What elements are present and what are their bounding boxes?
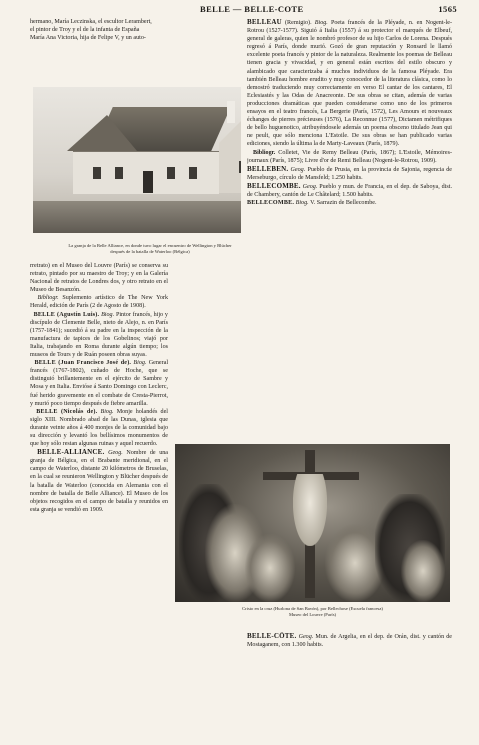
headword: BELLE (Nicolás de). (36, 408, 98, 415)
caption-line: Museo del Louvre (París) (288, 612, 337, 617)
entry-belle-alliance: BELLE-ALLIANCE. Geog. Nombre de una granja de Bélgica, en el Brabante meridional, en el campo de Waterloo, distante 20 kilómetros de Bruselas, en la cual se reunieron Wellington y Blücher después de la batalla de Waterloo (conocida en Alemania con el nombre de batalla de Belle Alliance). El Museo de los objetos recogidos en el campo de batalla y reunidos en esta granja se vendió en 1909. (30, 448, 168, 513)
headword: BELLEBEN. (247, 164, 289, 173)
entry-belle-juan: BELLE (Juan Francisco José de). Biog. General francés (1767-1802), cuñado de Hoche, que se distinguió brillantemente en el ejército de Sambre y Mosa y en Italia. Envióse á Santo Domingo con Leclerc, fué herido gravemente en el combate de Cresta-Pierrot, y murió poco tiempo después de fiebre amarilla. (30, 360, 168, 407)
entry-belleau: BELLEAU (Remigio). Biog. Poeta francés de la Pléyade, n. en Nogent-le-Rotrou (1527-1577). Siguió á Italia (1557) á su protector el marqués de Elbeuf, general de galeras, quien le nombró profesor de su hijo Carlos de Lorena. Después regresó á París, donde murió. Gozó de gran reputación y Ronsard le llamó excelente poeta francés y pintor de la naturaleza. Realmente los poemas de Belleau tienen gracia y vivacidad, y en general están escritos del estilo obscuro y alambicado que caracterizaba á muchos individuos de la famosa Pléyade. Era también Belleau hombre erudito y muy conocedor de la literatura clásica, como lo demostró traduciendo muy correctamente en verso El cantar de los cantares, El Eclesiastés y las Odas de Anacreonte. De sus obras se citan, además de varias producciones dramáticas que pueden considerarse como uno de los primeros ensayos en el teatro francés, La Bergerie (París, 1572), Les Amours et nouveaux échanges de pierres précieuses (1576), La Reconnue (1577), Dictamen métrifiques de bello huguenotico, atribuyéndosele además un poema obsceno titulado Jean qui ne peult, que sólo menciona L'Estoile. De sus obras se han publicado varias ediciones, siendo la última la de Marty-Laveaux (París, 1879). (247, 18, 452, 148)
crucifixion-painting (175, 444, 450, 602)
headword: BELLECOMBE. (247, 181, 301, 190)
entry-belle-cote: BELLE-CÔTE. Geog. Mun. de Argelia, en el dep. de Orán, dist. y cantón de Mostaganem, con 1.300 habits. (247, 632, 452, 649)
headword: BELLE (Agustín Luis). (33, 311, 100, 318)
paragraph: rretrato) en el Museo del Louvre (París) se conserva su retrato, pintado por su maestro de Troy; y en la Galería Nacional de retratos de Londres dos, y otro retrato en el Museo de Besanzón. (30, 263, 168, 294)
right-column (247, 18, 452, 436)
headword: BELLECOMBE. (247, 200, 295, 207)
entry-bellecombe-geog: BELLECOMBE. Geog. Pueblo y mun. de Francia, en el dep. de Saboya, dist. de Chambery, cantón de Le Châtelard; 1.500 habits. (247, 181, 452, 198)
entry-belle-nicolas: BELLE (Nicolás de). Biog. Monje holandés del siglo XIII. Nombrado abad de las Dunas, iglesia que durante veinte años á 400 monjes de la comunidad bajo su dirección y levantó los bellísimos monumentos de que hoy sólo restan algunas ruinas y aquel recuerdo. (30, 408, 168, 448)
headword: BELLEAU (247, 18, 282, 26)
text-line: el pintor de Troy y el de la infanta de España (30, 27, 140, 34)
left-top-text (30, 18, 235, 44)
text-line: María Ana Victoria, hija de Felipe V, y un auto- (30, 35, 146, 42)
farmhouse-photo (33, 87, 241, 233)
left-column (30, 262, 168, 732)
headword: BELLE-CÔTE. (247, 632, 297, 640)
bibliography-label: Bibliogr. (37, 295, 59, 302)
page-number: 1565 (438, 4, 457, 14)
text-line: hermano, María Leczinska, el escultor Lerambert, (30, 19, 152, 25)
bibliography: Bibliogr. Colletet, Vie de Remy Belleau (París, 1867); L'Estoile, Mémoires-journaux (París, 1875); Livre d'or de Remi Belleau (Nogent-le-Rotrou, 1909). (247, 149, 452, 164)
caption-line: después de la batalla de Waterloo (Bélgica) (110, 249, 190, 254)
crucifixion-caption (175, 606, 450, 618)
bibliography-label: Bibliogr. (253, 149, 276, 156)
headword: BELLE (Juan Francisco José de). (34, 360, 132, 367)
caption-line: La granja de la Belle Alliance, en donde tuvo lugar el encuentro de Wellington y Blücher (68, 243, 232, 248)
right-bottom-text (247, 632, 452, 672)
paragraph: Bibliogr. Suplemento artístico de The New York Herald, edición de París (2 de Agosto de 1908). (30, 295, 168, 310)
entry-belleben: BELLEBEN. Geog. Pueblo de Prusia, en la provincia de Sajonia, regencia de Merseburgo, círculo de Mansfeld; 1.250 habits. (247, 164, 452, 181)
running-header (30, 4, 457, 16)
entry-bellecombe-biog: BELLECOMBE. Biog. V. Sarrazin de Bellecombe. (247, 200, 377, 207)
headword: BELLE-ALLIANCE. (37, 448, 105, 457)
farmhouse-caption (30, 243, 270, 255)
entry-belle-agustin: BELLE (Agustín Luis). Biog. Pintor francés, hijo y discípulo de Clemente Belle, nieto de Alejo, n. en París (1757-1841); sucedió á su padre en la inspección de la manufactura de tapices de los Gobelinos; viajó por Italia, trabajando en Roma durante algún tiempo; los museos de Tours y de Ruán poseen obras suyas. (30, 311, 168, 359)
header-title: BELLE — BELLE-COTE (200, 4, 304, 14)
caption-line: Cristo en la cruz (Hurlona de San Bavón), por Bellechose (Escuela francesa) (242, 606, 383, 611)
